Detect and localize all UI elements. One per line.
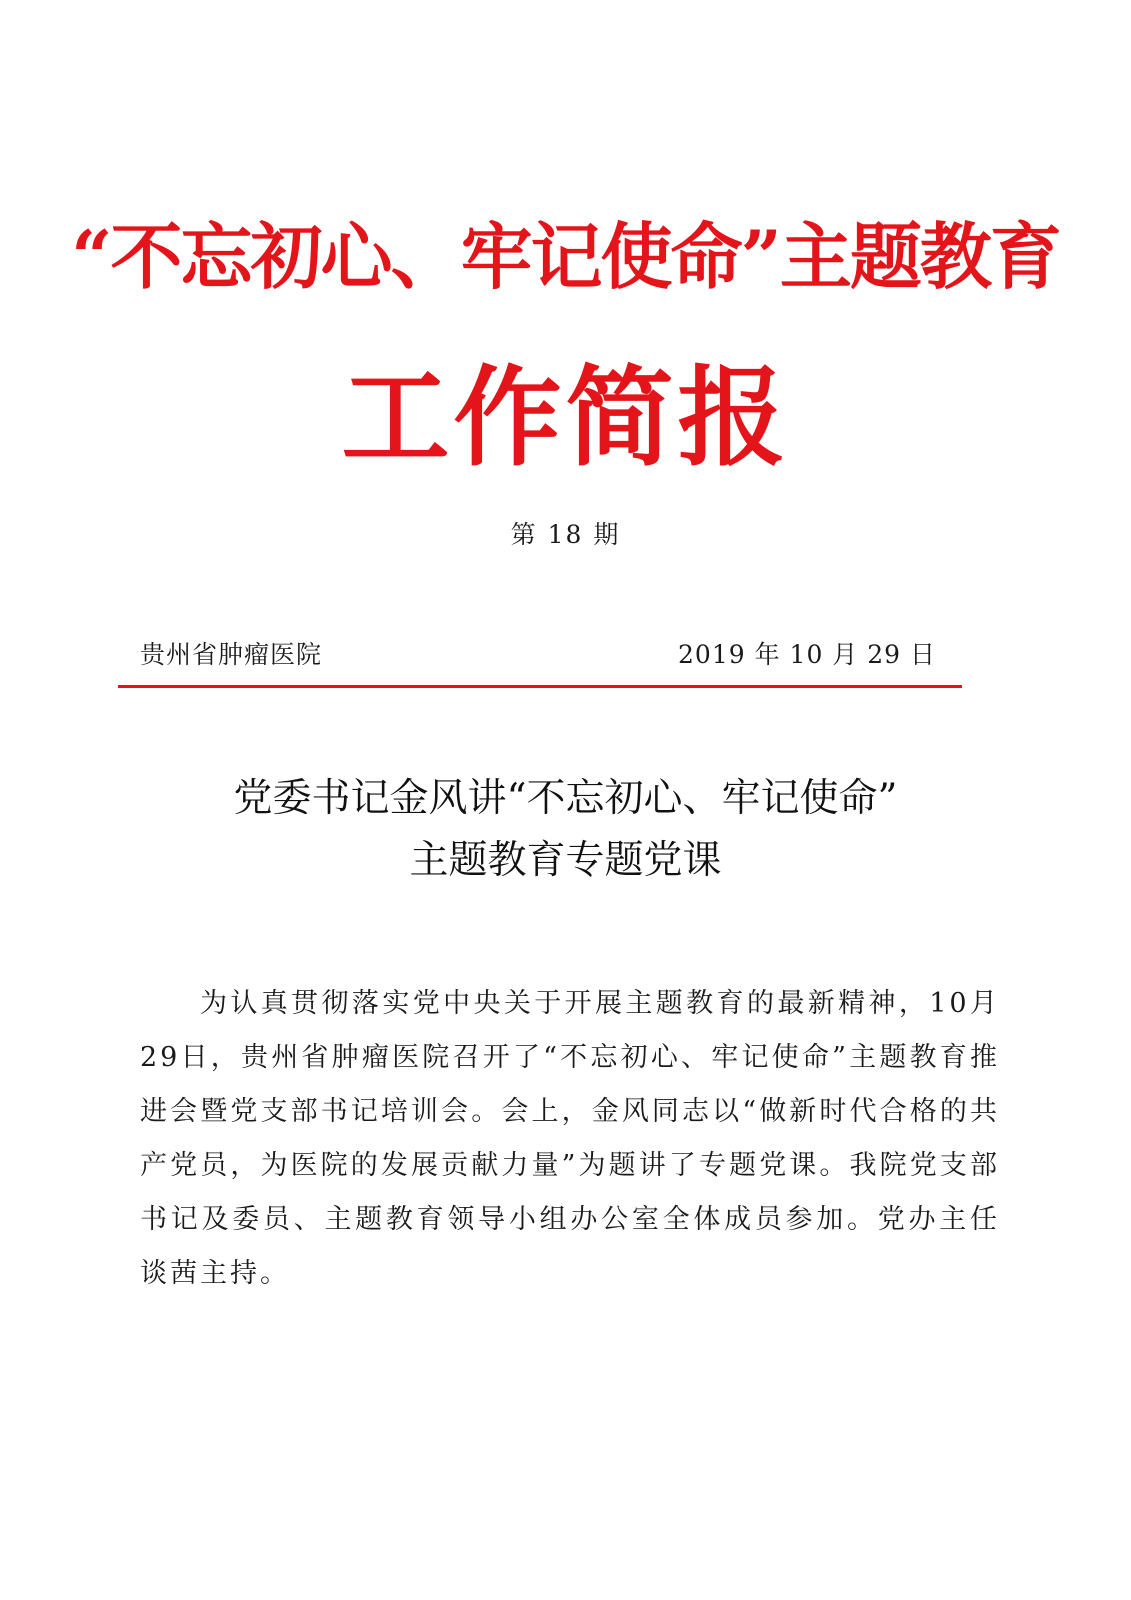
organization-name: 贵州省肿瘤医院 <box>140 640 323 669</box>
masthead-subtitle: 工作简报 <box>341 355 790 481</box>
headline-line-1: 党委书记金风讲“不忘初心、牢记使命” <box>233 776 898 821</box>
article-headline <box>0 768 1131 892</box>
headline-line-2: 主题教育专题党课 <box>409 838 722 883</box>
meta-row <box>140 638 956 672</box>
article-paragraph: 为认真贯彻落实党中央关于开展主题教育的最新精神，10月29日，贵州省肿瘤医院召开了“不忘初心、牢记使命”主题教育推进会暨党支部书记培训会。会上，金风同志以“做新时代合格的共产党员，为医院的发展贡献力量”为题讲了专题党课。我院党支部书记及委员、主题教育领导小组办公室全体成员参加。党办主任谈茜主持。 <box>140 988 1000 1289</box>
red-divider-line <box>118 685 962 688</box>
issue-number: 第 18 期 <box>510 520 621 549</box>
masthead-title: “不忘初心、牢记使命”主题教育 <box>71 214 1060 299</box>
publication-date: 2019 年 10 月 29 日 <box>678 640 936 669</box>
